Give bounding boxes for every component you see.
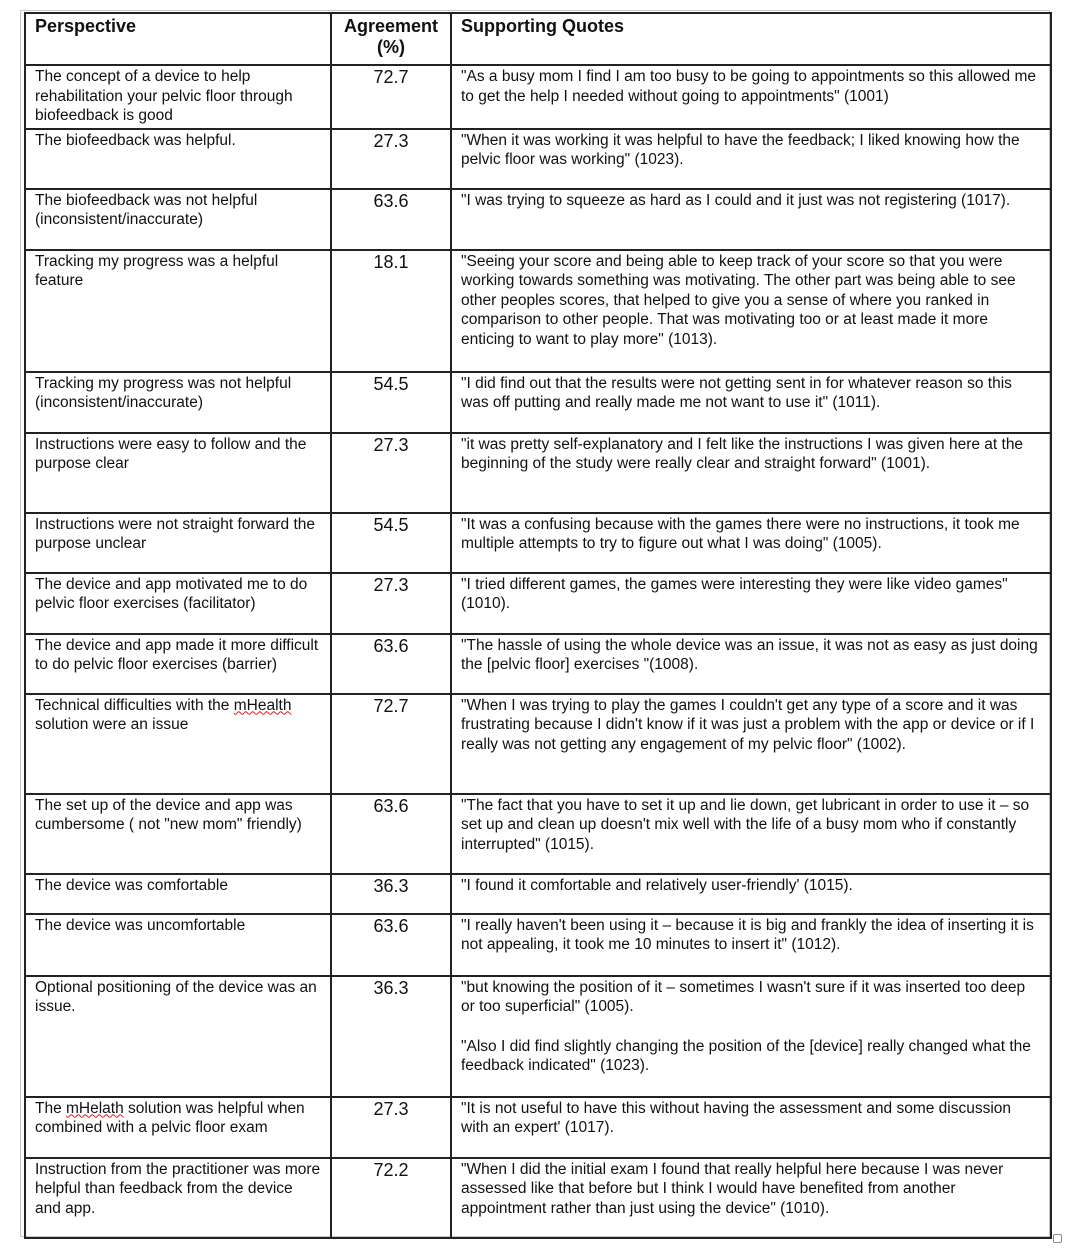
table-row	[25, 372, 1051, 433]
agreement-cell: 72.2	[331, 1158, 451, 1238]
table-row	[25, 634, 1051, 694]
supporting-quote: "I did find out that the results were not getting sent in for whatever reason so this was off putting and really made me not want to use it" (1011).	[461, 374, 1012, 411]
supporting-quote: "I really haven't been using it – because it is big and frankly the idea of inserting it is not appealing, it took me 10 minutes to insert it" (1012).	[461, 916, 1034, 953]
supporting-quote: "The hassle of using the whole device was an issue, it was not as easy as just doing the [pelvic floor] exercises "(1008).	[461, 636, 1038, 673]
supporting-quote: "It was a confusing because with the games there were no instructions, it took me multiple attempts to try to figure out what I was doing" (1005).	[461, 515, 1020, 552]
table-row	[25, 976, 1051, 1097]
table-row	[25, 573, 1051, 634]
quotes-cell	[451, 433, 1051, 513]
supporting-quote: "It is not useful to have this without having the assessment and some discussion with an expert' (1017).	[461, 1099, 1012, 1136]
supporting-quote: "As a busy mom I find I am too busy to be going to appointments so this allowed me to get the help I needed without going to appointments" (1001)	[461, 68, 1036, 105]
agreement-cell: 72.7	[331, 694, 451, 794]
supporting-quote: "I tried different games, the games were interesting they were like video games" (1010).	[461, 575, 1008, 612]
quotes-cell	[451, 874, 1051, 914]
agreement-cell: 18.1	[331, 250, 451, 372]
perspective-cell: The device was comfortable	[25, 874, 331, 914]
table-body	[25, 65, 1051, 1238]
perspective-cell: Instruction from the practitioner was more helpful than feedback from the device and app.	[25, 1158, 331, 1238]
table-row	[25, 65, 1051, 129]
table-row	[25, 129, 1051, 189]
perspective-cell: Optional positioning of the device was an issue.	[25, 976, 331, 1097]
table-row	[25, 694, 1051, 794]
quotes-cell	[451, 129, 1051, 189]
agreement-cell: 36.3	[331, 874, 451, 914]
agreement-cell: 54.5	[331, 372, 451, 433]
agreement-cell: 27.3	[331, 129, 451, 189]
perspective-cell: The biofeedback was helpful.	[25, 129, 331, 189]
perspective-cell: The set up of the device and app was cumbersome ( not "new mom" friendly)	[25, 794, 331, 874]
header-supporting-quotes: Supporting Quotes	[451, 13, 1051, 65]
table-row	[25, 1097, 1051, 1158]
quotes-cell	[451, 189, 1051, 250]
supporting-quote: "I was trying to squeeze as hard as I could and it just was not registering (1017).	[461, 191, 1011, 209]
quotes-cell	[451, 372, 1051, 433]
quotes-cell	[451, 914, 1051, 976]
quotes-cell	[451, 65, 1051, 129]
perspective-cell: The concept of a device to help rehabilitation your pelvic floor through biofeedback is good	[25, 65, 331, 129]
quotes-cell	[451, 976, 1051, 1097]
agreement-cell: 54.5	[331, 513, 451, 573]
agreement-cell: 63.6	[331, 634, 451, 694]
quotes-cell	[451, 513, 1051, 573]
perspective-text: Technical difficulties with the	[35, 696, 234, 714]
header-perspective: Perspective	[25, 13, 331, 65]
perspective-cell: The device was uncomfortable	[25, 914, 331, 976]
agreement-cell: 27.3	[331, 433, 451, 513]
quotes-cell	[451, 794, 1051, 874]
agreement-cell: 72.7	[331, 65, 451, 129]
table-row	[25, 250, 1051, 372]
supporting-quote: "I found it comfortable and relatively user-friendly' (1015).	[461, 876, 853, 894]
supporting-quote: "it was pretty self-explanatory and I felt like the instructions I was given here at the beginning of the study were really clear and straight forward" (1001).	[461, 435, 1024, 472]
supporting-quote: "but knowing the position of it – sometimes I wasn't sure if it was inserted too deep or too superficial" (1005).	[461, 978, 1026, 1015]
table-row	[25, 1158, 1051, 1238]
table-row	[25, 794, 1051, 874]
misspelled-word: mHelath	[66, 1099, 124, 1117]
perspective-cell: Tracking my progress was a helpful feature	[25, 250, 331, 372]
table-row	[25, 914, 1051, 976]
perspective-cell: Instructions were easy to follow and the purpose clear	[25, 433, 331, 513]
table-header-row	[25, 13, 1051, 65]
misspelled-word: mHealth	[233, 696, 292, 714]
agreement-cell: 63.6	[331, 794, 451, 874]
perspective-cell: The device and app motivated me to do pelvic floor exercises (facilitator)	[25, 573, 331, 634]
quotes-cell	[451, 1097, 1051, 1158]
quotes-cell	[451, 634, 1051, 694]
perspective-cell: The biofeedback was not helpful (inconsistent/inaccurate)	[25, 189, 331, 250]
supporting-quote: "When I did the initial exam I found that really helpful here because I was never assessed like that before but I think I would have benefited from another appointment rather than just using the device" (1010).	[461, 1160, 1004, 1217]
table-row	[25, 433, 1051, 513]
agreement-cell: 27.3	[331, 1097, 451, 1158]
quotes-cell	[451, 573, 1051, 634]
perspective-cell: Instructions were not straight forward the purpose unclear	[25, 513, 331, 573]
perspective-cell	[25, 694, 331, 794]
quotes-cell	[451, 250, 1051, 372]
perspective-text: solution were an issue	[35, 716, 189, 733]
quotes-cell	[451, 1158, 1051, 1238]
quotes-cell	[451, 694, 1051, 794]
perspective-text: solution was helpful when combined with a pelvic floor exam	[35, 1099, 305, 1136]
table-row	[25, 513, 1051, 573]
supporting-quote: "When I was trying to play the games I couldn't get any type of a score and it was frustrating because I didn't know if it was just a problem with the app or device or if I really was not getting any engagement of my pelvic floor" (1002).	[461, 696, 1035, 753]
resize-handle[interactable]	[1053, 1234, 1062, 1243]
supporting-quote: "When it was working it was helpful to have the feedback; I liked knowing how the pelvic floor was working" (1023).	[461, 131, 1020, 168]
perspectives-table	[24, 12, 1052, 1239]
header-agreement: Agreement (%)	[331, 13, 451, 65]
supporting-quote: "The fact that you have to set it up and lie down, get lubricant in order to use it – so set up and clean up doesn't mix well with the life of a busy mom who if constantly interrupted" (1015).	[461, 796, 1030, 853]
agreement-cell: 36.3	[331, 976, 451, 1097]
supporting-quote: "Seeing your score and being able to keep track of your score so that you were working towards something was motivating. The other part was being able to see other peoples scores, that helped to give you a sense of where you ranked in comparison to other people. That was motivating too or at least made it more enticing to want to play more" (1013).	[461, 252, 1016, 348]
table-row	[25, 874, 1051, 914]
perspective-cell: The device and app made it more difficult to do pelvic floor exercises (barrier)	[25, 634, 331, 694]
perspective-cell	[25, 1097, 331, 1158]
agreement-cell: 63.6	[331, 189, 451, 250]
supporting-quote: "Also I did find slightly changing the position of the [device] really changed what the feedback indicated" (1023).	[461, 1037, 1031, 1074]
table-row	[25, 189, 1051, 250]
perspective-text: The	[35, 1099, 67, 1117]
agreement-cell: 27.3	[331, 573, 451, 634]
perspective-cell: Tracking my progress was not helpful (inconsistent/inaccurate)	[25, 372, 331, 433]
agreement-cell: 63.6	[331, 914, 451, 976]
